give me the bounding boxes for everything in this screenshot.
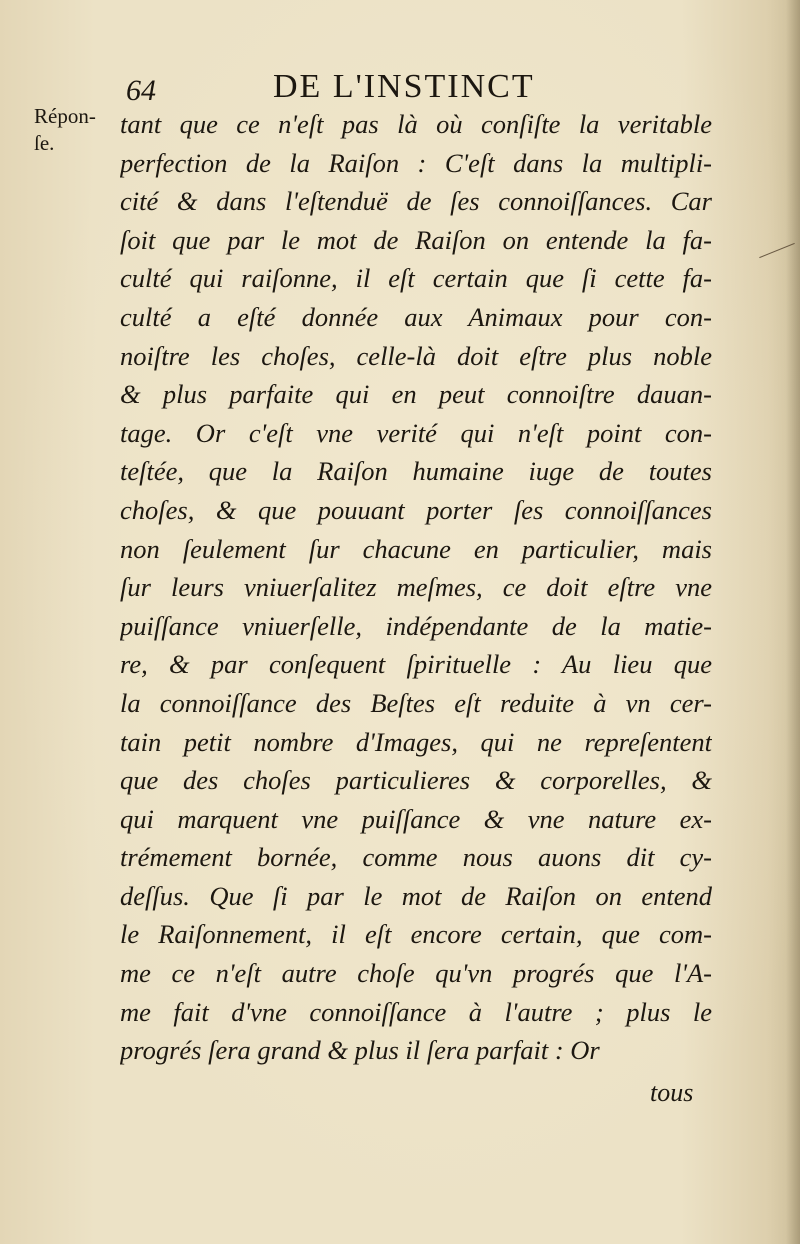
marginal-note (34, 103, 96, 157)
page-number: 64 (126, 74, 156, 107)
text-line: teſtée, que la Raiſon humaine iuge de toutes (120, 456, 712, 487)
text-line: le Raiſonnement, il eſt encore certain, que com- (120, 919, 712, 950)
text-line: ſur leurs vniuerſalitez meſmes, ce doit eſtre vne (120, 572, 712, 603)
text-line: tant que ce n'eſt pas là où conſiſte la veritable (120, 109, 712, 139)
text-line: tage. Or c'eſt vne verité qui n'eſt point con- (120, 417, 712, 448)
page-edge-shadow (786, 0, 800, 1244)
text-line: qui marquent vne puiſſance & vne nature ex- (120, 803, 712, 834)
text-line: me fait d'vne connoiſſance à l'autre ; plus le (120, 996, 712, 1027)
marginal-note-line: Répon- (34, 104, 96, 128)
page-header (120, 66, 600, 110)
text-line: & plus parfaite qui en peut connoiſtre dauan- (120, 379, 712, 410)
text-line: tain petit nombre d'Images, qui ne repreſentent (120, 726, 712, 757)
catchword: tous (650, 1078, 694, 1107)
text-line: me ce n'eſt autre choſe qu'vn progrés que l'A- (120, 958, 712, 989)
text-line: puiſſance vniuerſelle, indépendante de la matie- (120, 610, 712, 641)
text-line: non ſeulement ſur chacune en particulier, mais (120, 533, 712, 564)
text-line: progrés ſera grand & plus il ſera parfait : Or (120, 1035, 600, 1066)
text-line: re, & par conſequent ſpirituelle : Au lieu que (120, 649, 712, 680)
running-head: DE L'INSTINCT (273, 68, 535, 105)
text-line: deſſus. Que ſi par le mot de Raiſon on entend (120, 880, 712, 911)
marginal-note-line: ſe. (34, 131, 55, 155)
text-line: cité & dans l'eſtenduë de ſes connoiſſances. Car (120, 186, 712, 217)
text-line: culté qui raiſonne, il eſt certain que ſi cette fa- (120, 263, 712, 294)
text-line: que des choſes particulieres & corporelles, & (120, 765, 712, 796)
text-line: perfection de la Raiſon : C'eſt dans la multipli- (120, 147, 712, 178)
text-line: choſes, & que pouuant porter ſes connoiſſances (120, 494, 712, 525)
text-line: ſoit que par le mot de Raiſon on entende la fa- (120, 224, 712, 255)
text-line: noiſtre les choſes, celle-là doit eſtre plus noble (120, 340, 712, 371)
text-line: culté a eſté donnée aux Animaux pour con- (120, 301, 712, 332)
body-text (120, 105, 712, 1070)
text-line: la connoiſſance des Beſtes eſt reduite à vn cer- (120, 687, 712, 718)
text-line: trémement bornée, comme nous auons dit cy- (120, 842, 712, 873)
